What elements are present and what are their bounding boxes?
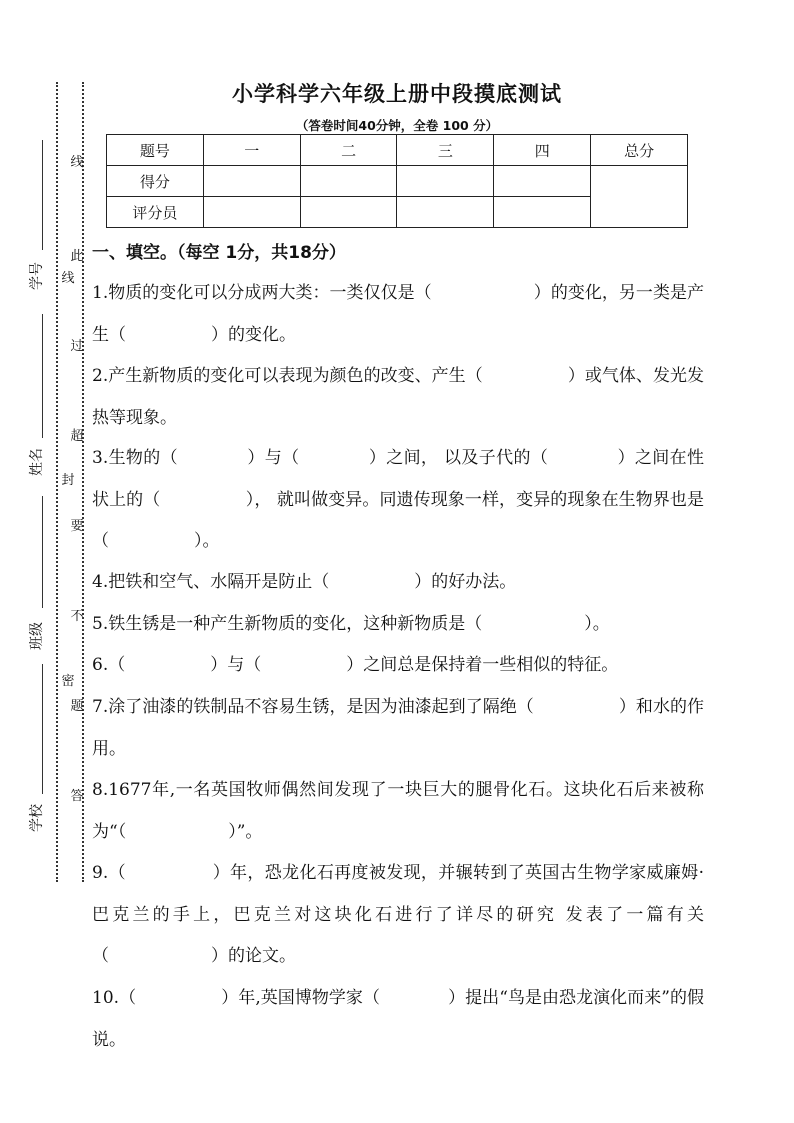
score-cell[interactable] [494,166,591,197]
grader-cell[interactable] [397,197,494,228]
fill-line-student-id [42,140,43,250]
header-cell: 四 [494,135,591,166]
question-6: 6.（ ）与（ ）之间总是保持着一些相似的特征。 [92,655,619,675]
page-subtitle: （答卷时间40分钟，全卷 100 分） [295,118,499,133]
header-cell: 一 [203,135,300,166]
row-label: 评分员 [107,197,204,228]
margin-char: 不 [70,609,84,624]
page-title: 小学科学六年级上册中段摸底测试 [232,82,562,106]
score-table-header-row [107,135,688,166]
margin-char: 要 [70,519,84,534]
label-school: 学校 [29,804,45,832]
grader-cell[interactable] [203,197,300,228]
score-cell[interactable] [300,166,397,197]
header-cell: 总分 [591,135,688,166]
score-table [106,134,688,228]
margin-char: 密 [61,674,75,689]
header-cell: 二 [300,135,397,166]
margin-char: 过 [70,339,84,354]
header-cell: 三 [397,135,494,166]
fill-line-class [42,496,43,608]
question-10: 10.（ ）年,英国博物学家（ ）提出“鸟是由恐龙演化而来”的假说。 [92,988,704,1050]
margin-char: 超 [70,429,84,444]
grader-cell[interactable] [300,197,397,228]
total-score-cell[interactable] [591,166,688,228]
score-cell[interactable] [203,166,300,197]
margin-char: 题 [70,699,84,714]
question-8: 8.1677年,一名英国牧师偶然间发现了一块巨大的腿骨化石。这块化石后来被称为“（ ）”。 [92,780,704,842]
question-9: 9.（ ）年，恐龙化石再度被发现，并辗转到了英国古生物学家威廉姆·巴克兰的手上，巴克兰对这块化石进行了详尽的研究 发表了一篇有关（ ）的论文。 [92,863,704,967]
margin-char: 线 [61,271,75,286]
grader-cell[interactable] [494,197,591,228]
fill-line-name [42,314,43,438]
question-5: 5.铁生锈是一种产生新物质的变化，这种新物质是（ ）。 [92,614,610,634]
score-row [107,166,688,197]
margin-char: 答 [70,789,84,804]
question-4: 4.把铁和空气、水隔开是防止（ ）的好办法。 [92,572,517,592]
dotted-line-inner [82,82,84,882]
margin-char: 此 [70,249,84,264]
margin-char: 线 [70,155,84,170]
dotted-line-outer [56,82,58,882]
label-name: 姓名 [29,448,45,476]
question-3: 3.生物的（ ）与（ ）之间， 以及子代的（ ）之间在性状上的（ ）， 就叫做变异。同遗传现象一样，变异的现象在生物界也是（ ）。 [92,448,704,552]
question-2: 2.产生新物质的变化可以表现为颜色的改变、产生（ ）或气体、发光发热等现象。 [92,366,704,428]
question-1: 1.物质的变化可以分成两大类：一类仅仅是（ ）的变化，另一类是产生（ ）的变化。 [92,283,704,345]
label-class: 班级 [29,622,45,650]
label-student-id: 学号 [29,262,45,290]
header-cell: 题号 [107,135,204,166]
section-heading: 一、填空。（每空 1分，共18分） [92,243,346,263]
question-7: 7.涂了油漆的铁制品不容易生锈，是因为油漆起到了隔绝（ ）和水的作用。 [92,697,704,759]
row-label: 得分 [107,166,204,197]
fill-line-school [42,664,43,794]
score-cell[interactable] [397,166,494,197]
margin-char: 封 [61,473,75,488]
